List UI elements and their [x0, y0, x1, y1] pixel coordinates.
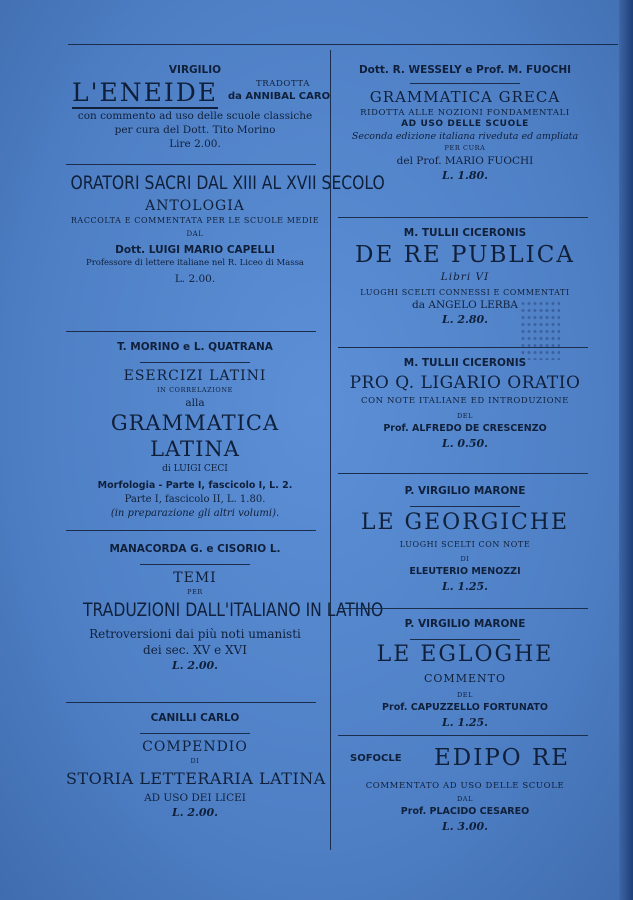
ligario-price: L. 0.50. [441, 437, 488, 450]
esercizi-in: IN CORRELAZIONE [156, 386, 233, 394]
compendio-price: L. 2.00. [171, 806, 218, 819]
separator [338, 735, 588, 736]
eneide-translator: da ANNIBAL CARO [228, 91, 331, 102]
georgiche-author: P. VIRGILIO MARONE [404, 485, 526, 497]
compendio-ad [66, 711, 324, 820]
greca-author: del Prof. MARIO FUOCHI [396, 155, 534, 167]
edipo-prof: Prof. PLACIDO CESAREO [400, 806, 530, 817]
oratori-ad [66, 171, 385, 286]
separator [66, 331, 316, 332]
egloghe-author: P. VIRGILIO MARONE [404, 618, 526, 630]
georgiche-prof: ELEUTERIO MENOZZI [409, 566, 521, 577]
eneide-price: Lire 2.00. [169, 138, 221, 150]
ligario-desc: CON NOTE ITALIANE ED INTRODUZIONE [361, 396, 569, 406]
oratori-dal: DAL [186, 230, 204, 238]
compendio-use: AD USO DEI LICEI [144, 792, 246, 804]
greca-title: GRAMMATICA GRECA [369, 88, 561, 106]
temi-per: PER [187, 588, 203, 596]
temi-title: TEMI [173, 570, 217, 586]
oratori-title: ORATORI SACRI DAL XIII AL XVII SECOLO [70, 172, 385, 194]
temi-desc2: dei sec. XV e XVI [143, 643, 247, 657]
compendio-title: COMPENDIO [142, 739, 248, 755]
separator [338, 608, 588, 609]
egloghe-title: LE EGLOGHE [376, 642, 554, 667]
esercizi-alla: alla [185, 397, 205, 409]
ligario-prof: Prof. ALFREDO DE CRESCENZO [383, 423, 547, 434]
edipo-title: EDIPO RE [434, 745, 571, 771]
egloghe-subtitle: COMMENTO [424, 672, 506, 685]
esercizi-line1: Morfologia - Parte I, fascicolo I, L. 2. [97, 480, 293, 491]
republica-desc1: LUOGHI SCELTI CONNESSI E COMMENTATI [360, 288, 570, 297]
oratori-subtitle: ANTOLOGIA [145, 198, 245, 214]
greca-edition: Seconda edizione italiana riveduta ed ampliata [351, 131, 579, 142]
oratori-price: L. 2.00. [174, 273, 216, 285]
esercizi-authors: T. MORINO e L. QUATRANA [117, 341, 273, 353]
compendio-author: CANILLI CARLO [150, 712, 240, 724]
oratori-author: Dott. LUIGI MARIO CAPELLI [115, 244, 275, 256]
eneide-author: VIRGILIO [168, 64, 222, 76]
edipo-dal: DAL [456, 795, 474, 803]
edipo-ad [338, 743, 592, 853]
georgiche-title: LE GEORGICHE [360, 510, 570, 535]
edipo-author: SOFOCLE [350, 753, 402, 764]
eneide-desc2: per cura del Dott. Tito Morino [114, 124, 276, 136]
eneide-title: L'ENEIDE [72, 78, 219, 107]
oratori-role: Professore di lettere italiane nel R. Liceo di Massa [85, 258, 305, 268]
republica-desc2: da ANGELO LERBA [412, 299, 518, 311]
greca-desc2: AD USO DELLE SCUOLE [401, 119, 529, 129]
republica-ad [338, 226, 592, 327]
georgiche-desc: LUOGHI SCELTI CON NOTE [399, 540, 531, 549]
egloghe-price: L. 1.25. [441, 716, 488, 729]
separator [66, 164, 316, 165]
greca-per: PER CURA [444, 144, 486, 152]
temi-desc1: Retroversioni dai più noti umanisti [89, 627, 301, 641]
separator [338, 217, 588, 218]
greca-desc1: RIDOTTA ALLE NOZIONI FONDAMENTALI [360, 108, 570, 118]
oratori-desc: RACCOLTA E COMMENTATA PER LE SCUOLE MEDIE [70, 216, 320, 225]
temi-ad [66, 542, 384, 673]
republica-title: DE RE PUBLICA [355, 242, 575, 268]
georgiche-di: DI [460, 555, 470, 563]
ligario-author: M. TULLII CICERONIS [403, 357, 527, 369]
greca-ad [338, 63, 592, 183]
esercizi-grammatica: GRAMMATICA LATINA [110, 411, 280, 461]
separator [66, 702, 316, 703]
temi-price: L. 2.00. [171, 659, 218, 672]
greca-authors: Dott. R. WESSELY e Prof. M. FUOCHI [358, 64, 572, 76]
ligario-ad [338, 356, 592, 451]
eneide-translated: TRADOTTA [256, 79, 310, 89]
egloghe-ad [338, 617, 592, 730]
georgiche-ad [338, 484, 592, 594]
republica-subtitle: Libri VI [440, 271, 490, 283]
republica-price: L. 2.80. [441, 313, 488, 326]
ligario-title: PRO Q. LIGARIO ORATIO [349, 373, 581, 393]
edipo-desc: COMMENTATO AD USO DELLE SCUOLE [365, 781, 565, 791]
greca-price: L. 1.80. [441, 169, 488, 182]
eneide-desc1: con commento ad uso delle scuole classiche [77, 110, 313, 122]
separator [66, 530, 316, 531]
esercizi-line3: (in preparazione gli altri volumi). [110, 508, 280, 519]
page-edge [619, 0, 633, 900]
ligario-del: DEL [456, 412, 474, 420]
temi-subtitle: TRADUZIONI DALL'ITALIANO IN LATINO [82, 599, 384, 621]
column-divider [330, 50, 331, 850]
separator [338, 347, 588, 348]
republica-author: M. TULLII CICERONIS [403, 227, 527, 239]
esercizi-author: di LUIGI CECI [162, 464, 228, 474]
esercizi-title: ESERCIZI LATINI [123, 368, 267, 384]
temi-authors: MANACORDA G. e CISORIO L. [109, 543, 281, 555]
eneide-ad [66, 63, 331, 151]
egloghe-del: DEL [456, 691, 474, 699]
compendio-di: DI [190, 757, 200, 765]
separator [338, 473, 588, 474]
compendio-subtitle: STORIA LETTERARIA LATINA [66, 769, 326, 788]
top-rule [68, 44, 618, 45]
esercizi-line2: Parte I, fascicolo II, L. 1.80. [124, 494, 266, 505]
edipo-price: L. 3.00. [441, 820, 488, 833]
esercizi-ad [66, 340, 324, 521]
georgiche-price: L. 1.25. [441, 580, 488, 593]
egloghe-prof: Prof. CAPUZZELLO FORTUNATO [382, 702, 548, 713]
